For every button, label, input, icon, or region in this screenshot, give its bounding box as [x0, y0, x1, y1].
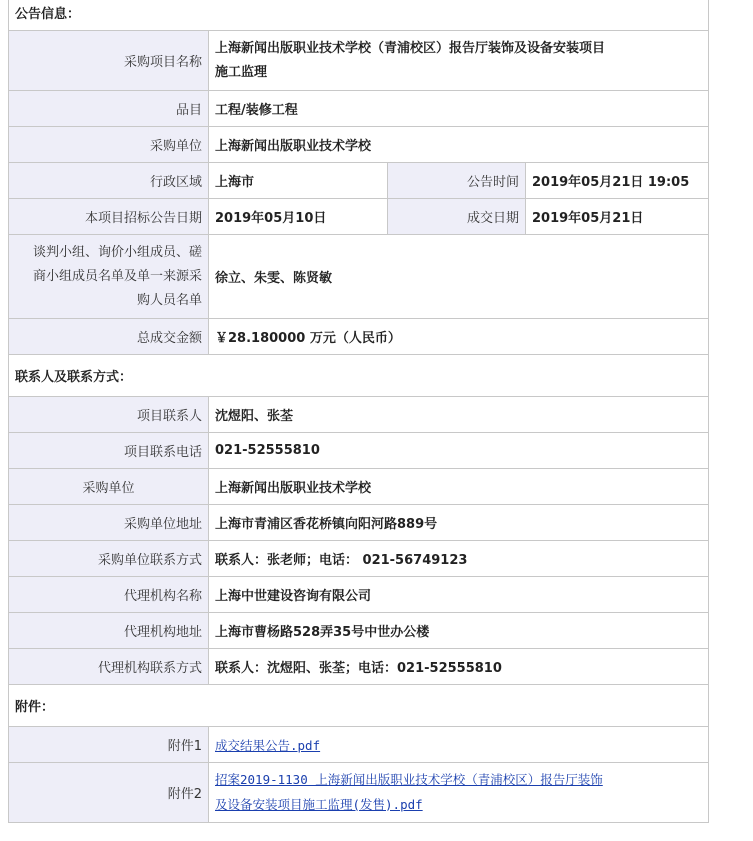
bid-date-label: 本项目招标公告日期 — [9, 199, 209, 235]
purchaser-address-label: 采购单位地址 — [9, 505, 209, 541]
deal-date-label: 成交日期 — [388, 199, 526, 235]
contact-purchaser-value: 上海新闻出版职业技术学校 — [209, 469, 709, 505]
agency-contact-label: 代理机构联系方式 — [9, 649, 209, 685]
section-contacts: 联系人及联系方式： — [9, 355, 709, 397]
attachment-2-link[interactable] — [215, 772, 603, 812]
project-name-line1: 上海新闻出版职业技术学校（青浦校区）报告厅装饰及设备安装项目 — [215, 40, 606, 56]
category-label: 品目 — [9, 91, 209, 127]
panel-label-line3: 购人员名单 — [136, 292, 202, 308]
contact-purchaser-label: 采购单位 — [9, 469, 209, 505]
bid-date-value: 2019年05月10日 — [209, 199, 388, 235]
total-amount-value: ￥28.180000 万元（人民币） — [209, 319, 709, 355]
purchaser-address-value: 上海市青浦区香花桥镇向阳河路889号 — [209, 505, 709, 541]
project-name-label: 采购项目名称 — [9, 31, 209, 91]
announce-time-value: 2019年05月21日 19:05 — [526, 163, 709, 199]
project-name-value — [209, 31, 709, 91]
panel-members-value: 徐立、朱雯、陈贤敏 — [209, 235, 709, 319]
project-contact-value: 沈煜阳、张荃 — [209, 397, 709, 433]
section-announcement: 公告信息： — [9, 0, 709, 31]
agency-contact-value: 联系人：沈煜阳、张荃；电话：021-52555810 — [209, 649, 709, 685]
purchaser-contact-value: 联系人：张老师；电话： 021-56749123 — [209, 541, 709, 577]
project-contact-label: 项目联系人 — [9, 397, 209, 433]
purchaser-contact-label: 采购单位联系方式 — [9, 541, 209, 577]
attachment-2-link-line1: 招案2019-1130 上海新闻出版职业技术学校（青浦校区）报告厅装饰 — [215, 771, 603, 787]
attachment-1-cell — [209, 727, 709, 763]
panel-label-line2: 商小组成员名单及单一来源采 — [32, 268, 202, 284]
project-phone-label: 项目联系电话 — [9, 433, 209, 469]
attachment-2-label: 附件2 — [9, 763, 209, 823]
panel-label-line1: 谈判小组、询价小组成员、磋 — [32, 244, 202, 260]
attachment-2-link-line2: 及设备安装项目施工监理(发售).pdf — [215, 796, 423, 812]
announcement-detail — [8, 0, 708, 823]
section-attachments: 附件： — [9, 685, 709, 727]
region-label: 行政区域 — [9, 163, 209, 199]
project-phone-value: 021-52555810 — [209, 433, 709, 469]
deal-date-value: 2019年05月21日 — [526, 199, 709, 235]
agency-address-value: 上海市曹杨路528弄35号中世办公楼 — [209, 613, 709, 649]
attachment-1-label: 附件1 — [9, 727, 209, 763]
announce-time-label: 公告时间 — [388, 163, 526, 199]
attachment-2-cell — [209, 763, 709, 823]
region-value: 上海市 — [209, 163, 388, 199]
attachment-1-link[interactable]: 成交结果公告.pdf — [215, 737, 321, 753]
panel-members-label — [9, 235, 209, 319]
total-amount-label: 总成交金额 — [9, 319, 209, 355]
category-value: 工程/装修工程 — [209, 91, 709, 127]
agency-address-label: 代理机构地址 — [9, 613, 209, 649]
project-name-line2: 施工监理 — [215, 64, 268, 80]
purchaser-label: 采购单位 — [9, 127, 209, 163]
agency-name-label: 代理机构名称 — [9, 577, 209, 613]
agency-name-value: 上海中世建设咨询有限公司 — [209, 577, 709, 613]
info-table — [8, 0, 709, 823]
purchaser-value: 上海新闻出版职业技术学校 — [209, 127, 709, 163]
